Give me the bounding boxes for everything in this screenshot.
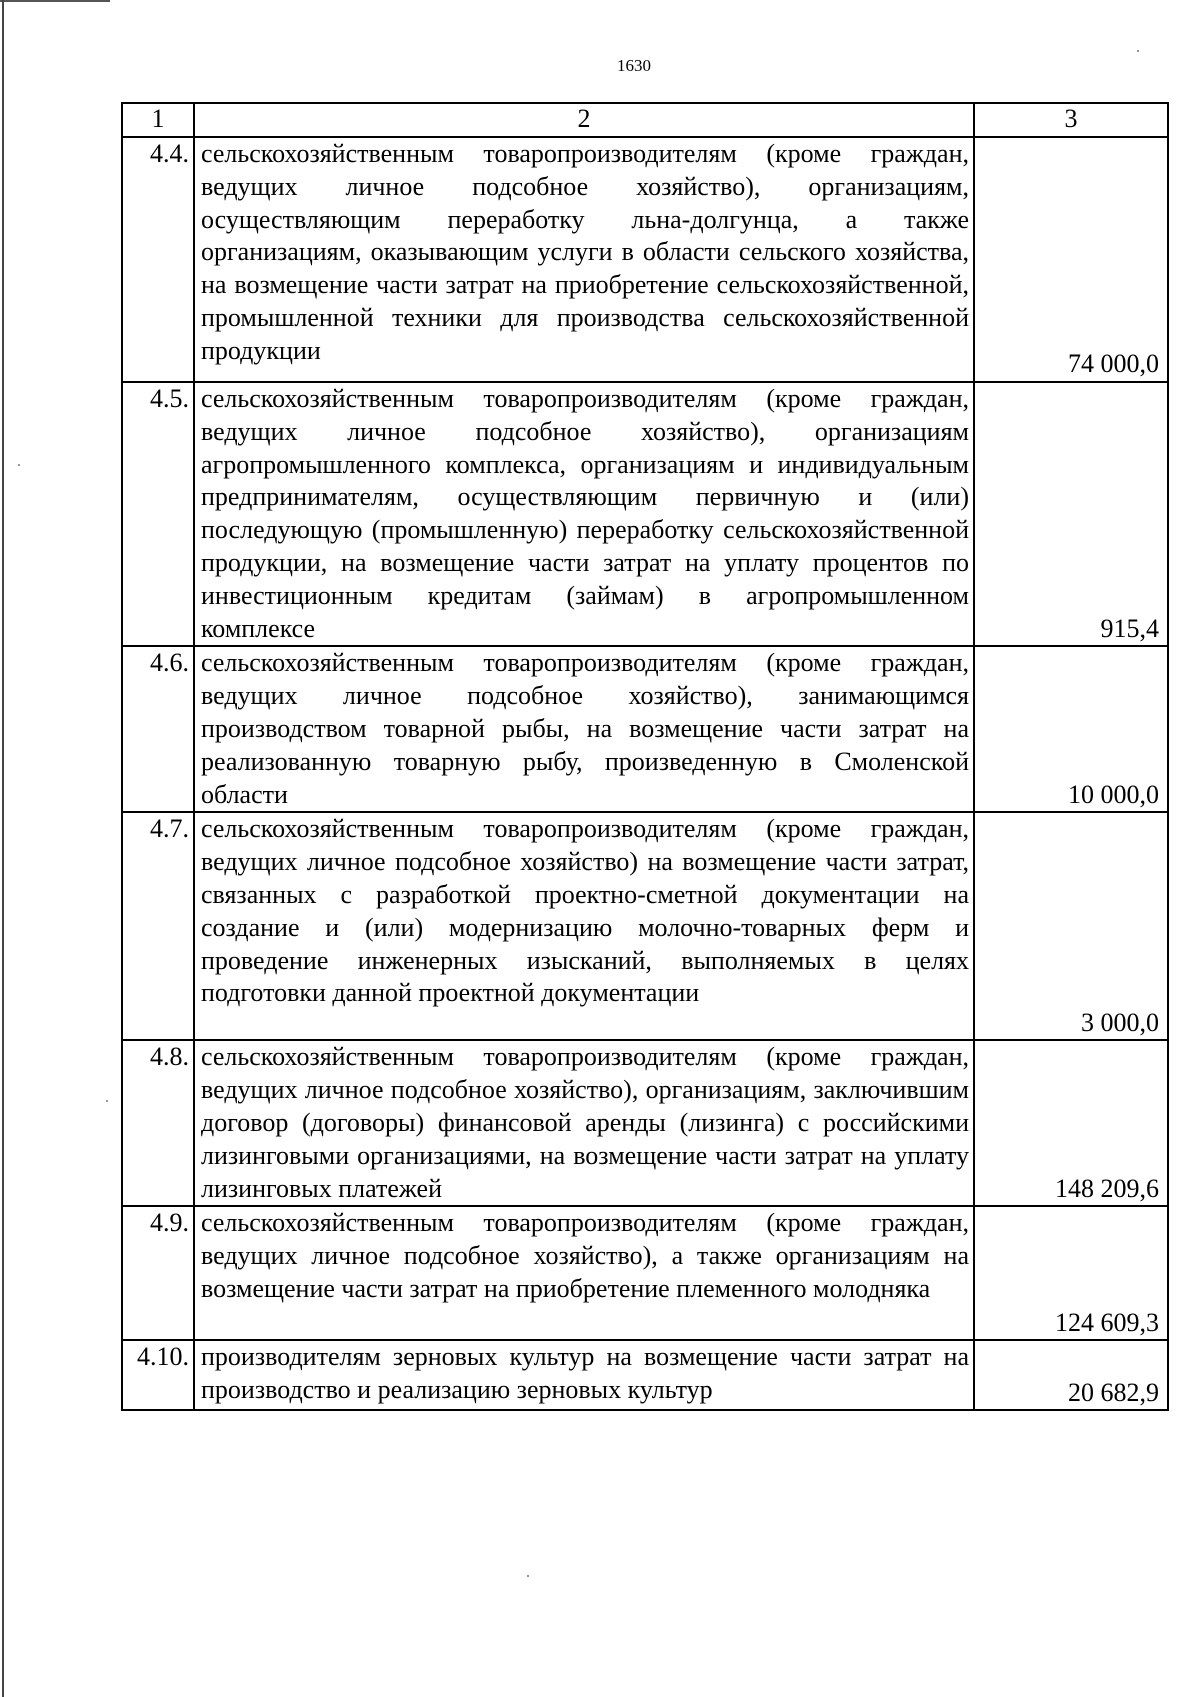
row-number: 4.5. xyxy=(122,382,194,646)
scan-speck xyxy=(1137,50,1139,52)
scan-edge-top xyxy=(0,0,110,2)
row-amount: 74 000,0 xyxy=(974,137,1168,382)
row-description: сельскохозяйственным товаропроизводителям (кроме граждан, ведущих личное подсобное хозяйство), организациям, заключившим договор (договоры) финансовой аренды (лизинга) с российскими лизинговыми организациями, на возмещение части затрат на уплату лизинговых платежей xyxy=(194,1040,974,1206)
scan-edge-left xyxy=(2,0,4,1697)
row-number: 4.7. xyxy=(122,812,194,1040)
row-number: 4.6. xyxy=(122,646,194,812)
allocation-table xyxy=(121,102,1169,1411)
scan-speck xyxy=(527,1575,529,1577)
row-description: сельскохозяйственным товаропроизводителям (кроме граждан, ведущих личное подсобное хозяйство), организациям, осуществляющим переработку льна-долгунца, а также организациям, оказывающим услуги в области сельского хозяйства, на возмещение части затрат на приобретение сельскохозяйственной, промышленной техники для производства сельскохозяйственной продукции xyxy=(194,137,974,382)
table-row xyxy=(122,1040,1168,1206)
row-amount: 10 000,0 xyxy=(974,646,1168,812)
row-number: 4.8. xyxy=(122,1040,194,1206)
row-amount: 148 209,6 xyxy=(974,1040,1168,1206)
header-col-1: 1 xyxy=(122,103,194,137)
row-description: сельскохозяйственным товаропроизводителям (кроме граждан, ведущих личное подсобное хозяйство), а также организациям на возмещение части затрат на приобретение племенного молодняка xyxy=(194,1206,974,1340)
row-amount: 20 682,9 xyxy=(974,1340,1168,1410)
table-header-row xyxy=(122,103,1168,137)
scan-speck xyxy=(106,1100,108,1102)
table-row xyxy=(122,812,1168,1040)
table-row xyxy=(122,137,1168,382)
table-row xyxy=(122,382,1168,646)
scan-speck xyxy=(18,464,20,466)
row-number: 4.9. xyxy=(122,1206,194,1340)
header-col-2: 2 xyxy=(194,103,974,137)
row-number: 4.10. xyxy=(122,1340,194,1410)
table-row xyxy=(122,1206,1168,1340)
row-amount: 124 609,3 xyxy=(974,1206,1168,1340)
row-description: сельскохозяйственным товаропроизводителям (кроме граждан, ведущих личное подсобное хозяйство), организациям агропромышленного комплекса, организациям и индивидуальным предпринимателям, осуществляющим первичную и (или) последующую (промышленную) переработку сельскохозяйственной продукции, на возмещение части затрат на уплату процентов по инвестиционным кредитам (займам) в агропромышленном комплексе xyxy=(194,382,974,646)
header-col-3: 3 xyxy=(974,103,1168,137)
row-description: сельскохозяйственным товаропроизводителям (кроме граждан, ведущих личное подсобное хозяйство), занимающимся производством товарной рыбы, на возмещение части затрат на реализованную товарную рыбу, произведенную в Смоленской области xyxy=(194,646,974,812)
row-amount: 3 000,0 xyxy=(974,812,1168,1040)
page-number: 1630 xyxy=(617,56,651,75)
table-row xyxy=(122,646,1168,812)
row-amount: 915,4 xyxy=(974,382,1168,646)
row-description: сельскохозяйственным товаропроизводителям (кроме граждан, ведущих личное подсобное хозяйство) на возмещение части затрат, связанных с разработкой проектно-сметной документации на создание и (или) модернизацию молочно-товарных ферм и проведение инженерных изысканий, выполняемых в целях подготовки данной проектной документации xyxy=(194,812,974,1040)
table-row xyxy=(122,1340,1168,1410)
row-description: производителям зерновых культур на возмещение части затрат на производство и реализацию зерновых культур xyxy=(194,1340,974,1410)
row-number: 4.4. xyxy=(122,137,194,382)
